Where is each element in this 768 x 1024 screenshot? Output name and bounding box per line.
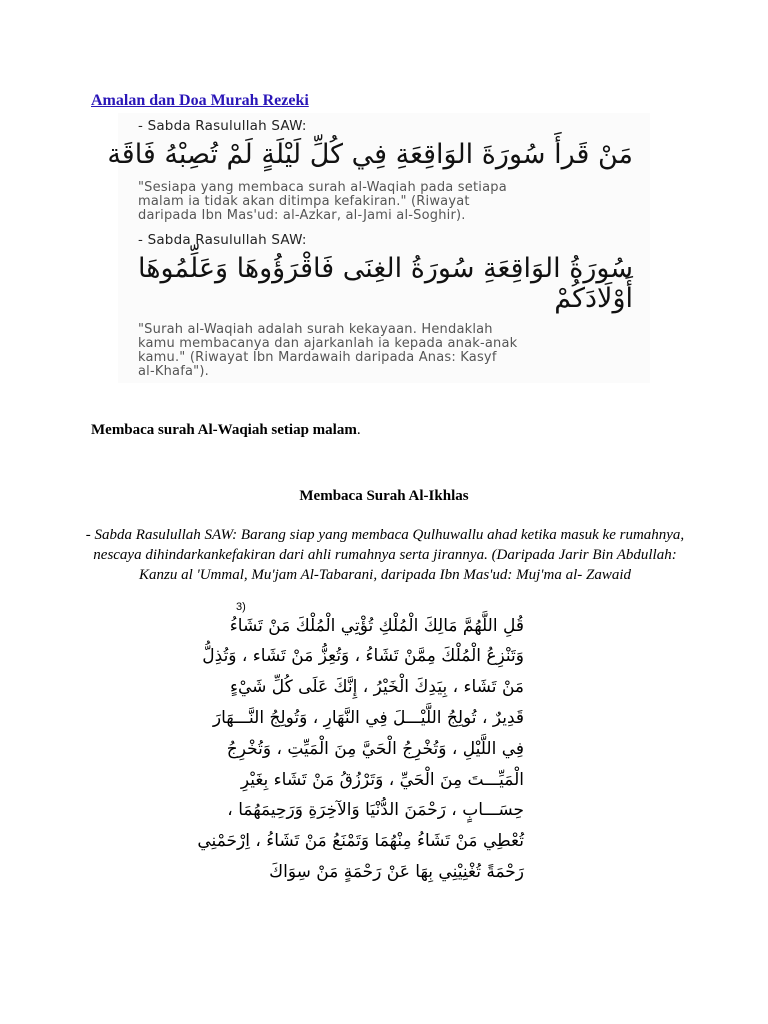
ikhlas-heading: Membaca Surah Al-Ikhlas <box>299 488 469 504</box>
waqiah-heading-dot: . <box>356 422 361 438</box>
quote1-line1: "Sesiapa yang membaca surah al-Waqiah pada setiapa <box>138 180 507 195</box>
quote2-line2: kamu membacanya dan ajarkanlah ia kepada anak-anak <box>138 336 518 351</box>
waqiah-heading-text: Membaca surah Al-Waqiah setiap malam <box>91 422 357 438</box>
scanned-hadith-image-1 <box>107 113 650 383</box>
item-number: 3) <box>236 601 246 613</box>
quote2-line4: al-Khafa"). <box>138 364 209 379</box>
ikhlas-hadith-paragraph: - Sabda Rasulullah SAW: Barang siap yang membaca Qulhuwallu ahad ketika masuk ke rumahnya, nescaya dihindarkankefakiran dari ahli rumahnya serta jirannya. (Daripada Jarir Bin Abdullah: Kanzu al 'Ummal, Mu'jam Al-Tabarani, daripada Ibn Mas'ud: Muj'ma al- Zawaid <box>85 527 685 583</box>
arabic-hadith-1: مَنْ قَرأَ سُورَةَ الوَاقِعَةِ فِي كُلِّ لَيْلَةٍ لَمْ تُصِبْهُ فَاقَة <box>107 139 633 170</box>
scanned-prayer-image <box>197 606 536 886</box>
prayer-line-6: الْمَيِّـــتَ مِنَ الْحَيِّ ، وَتَرْزُقُ مَنْ تَشَاء بِغَيْرِ <box>240 770 524 790</box>
sabda-label-1: - Sabda Rasulullah SAW: <box>138 118 307 134</box>
prayer-line-5: فِي اللَّيْلِ ، وَتُخْرِجُ الْحَيَّ مِنَ الْمَيِّتِ ، وَتُخْرِجُ <box>226 739 524 759</box>
prayer-line-9: رَحْمَةً تُغْنِيْنِي بِهَا عَنْ رَحْمَةٍ مَنْ سِوَاكَ <box>269 862 524 882</box>
prayer-line-2: وَتَنْزِعُ الْمُلْكَ مِمَّنْ تَشَاءُ ، وَتُعِزُّ مَنْ تَشَاء ، وَتُذِلُّ <box>202 646 524 666</box>
prayer-line-7: حِسَـــابٍ ، رَحْمَنَ الدُّنْيَا وَالآخِرَةِ وَرَحِيمَهُمَا ، <box>227 800 524 820</box>
quote1-line3: daripada Ibn Mas'ud: al-Azkar, al-Jami al-Soghir). <box>138 208 466 223</box>
arabic-hadith-2-line2: أَوْلَادَكُمْ <box>554 283 633 314</box>
quote2-line1: "Surah al-Waqiah adalah surah kekayaan. Hendaklah <box>138 322 493 337</box>
quote1-line2: malam ia tidak akan ditimpa kefakiran." (Riwayat <box>138 194 470 209</box>
article-title-link[interactable]: Amalan dan Doa Murah Rezeki <box>91 92 309 109</box>
prayer-line-3: مَنْ تَشَاء ، بِيَدِكَ الْخَيْرُ ، إِنَّكَ عَلَى كُلِّ شَيْءٍ <box>229 677 524 697</box>
arabic-hadith-2-line1: سُورَةُ الوَاقِعَةِ سُورَةُ الغِنَى فَاقْرَؤُوهَا وَعَلِّمُوهَا <box>137 253 633 284</box>
waqiah-heading <box>91 422 361 439</box>
prayer-line-1: قُلِ اللَّهُمَّ مَالِكَ الْمُلْكِ تُؤْتِي الْمُلْكَ مَنْ تَشَاءُ <box>229 616 524 636</box>
quote2-line3: kamu." (Riwayat Ibn Mardawaih daripada Anas: Kasyf <box>138 350 497 365</box>
prayer-line-8: تُعْطِي مَنْ تَشَاءُ مِنْهُمَا وَتَمْنَعُ مَنْ تَشَاءُ ، اِرْحَمْنِي <box>197 831 524 851</box>
sabda-label-2: - Sabda Rasulullah SAW: <box>138 232 307 248</box>
prayer-line-4: قَدِيرٌ ، تُولِجُ اللَّيْـــلَ فِي النَّهَارِ ، وَتُولِجُ النَّـــهَارَ <box>212 708 524 728</box>
